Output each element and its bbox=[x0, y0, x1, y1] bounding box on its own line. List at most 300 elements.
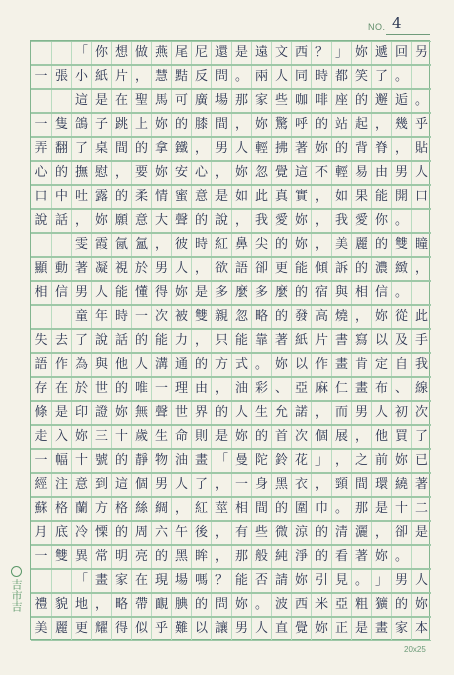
manuscript-cell: 隻 bbox=[51, 114, 71, 136]
manuscript-cell: 忽 bbox=[251, 162, 271, 184]
manuscript-cell: ， bbox=[111, 162, 131, 184]
manuscript-cell: ， bbox=[391, 138, 411, 160]
manuscript-cell: 允 bbox=[271, 402, 291, 424]
manuscript-cell: 妳 bbox=[291, 570, 311, 592]
manuscript-cell: 些 bbox=[271, 90, 291, 112]
manuscript-cell: 笑 bbox=[351, 66, 371, 88]
manuscript-cell: ， bbox=[71, 210, 91, 232]
manuscript-cell: 他 bbox=[111, 354, 131, 376]
manuscript-cell: 衣 bbox=[291, 474, 311, 496]
page-number-underline bbox=[386, 34, 430, 35]
manuscript-cell: 午 bbox=[171, 522, 191, 544]
manuscript-cell: 年 bbox=[91, 306, 111, 328]
manuscript-cell: 男 bbox=[71, 282, 91, 304]
manuscript-cell: 灑 bbox=[351, 522, 371, 544]
manuscript-cell: 書 bbox=[331, 330, 351, 352]
manuscript-cell: 語 bbox=[231, 258, 251, 280]
manuscript-cell: 能 bbox=[151, 330, 171, 352]
manuscript-cell: 月 bbox=[34, 525, 48, 540]
manuscript-cell: 否 bbox=[251, 570, 271, 592]
manuscript-cell: 由 bbox=[371, 162, 391, 184]
manuscript-cell: 那 bbox=[351, 498, 371, 520]
manuscript-cell: ， bbox=[311, 186, 331, 208]
manuscript-cell: 歲 bbox=[131, 426, 151, 448]
manuscript-cell: 妳 bbox=[231, 162, 251, 184]
manuscript-cell: 個 bbox=[311, 426, 331, 448]
manuscript-cell: 霞 bbox=[91, 234, 111, 256]
manuscript-cell: 身 bbox=[251, 474, 271, 496]
manuscript-cell: 問 bbox=[211, 66, 231, 88]
manuscript-cell: 親 bbox=[211, 306, 231, 328]
manuscript-cell: 的 bbox=[391, 594, 411, 616]
manuscript-cell: 子 bbox=[91, 114, 111, 136]
manuscript-cell: 略 bbox=[251, 306, 271, 328]
manuscript-cell: 仁 bbox=[331, 378, 351, 400]
manuscript-cell: 男 bbox=[391, 162, 411, 184]
manuscript-cell: ， bbox=[191, 138, 211, 160]
manuscript-cell: 。 bbox=[391, 282, 411, 304]
manuscript-cell: 由 bbox=[191, 378, 211, 400]
manuscript-cell: 卻 bbox=[391, 522, 411, 544]
manuscript-cell: 。 bbox=[411, 90, 431, 112]
manuscript-cell: ， bbox=[211, 162, 231, 184]
manuscript-cell: 家 bbox=[251, 90, 271, 112]
manuscript-cell: 逅 bbox=[391, 90, 411, 112]
manuscript-cell: 粗 bbox=[351, 594, 371, 616]
manuscript-cell: 去 bbox=[51, 330, 71, 352]
manuscript-cell: 視 bbox=[111, 258, 131, 280]
manuscript-row bbox=[31, 617, 431, 641]
manuscript-cell: 妳 bbox=[371, 306, 391, 328]
manuscript-cell: 綢 bbox=[151, 498, 171, 520]
manuscript-cell: 及 bbox=[391, 330, 411, 352]
manuscript-cell: 貼 bbox=[411, 138, 431, 160]
manuscript-cell: 眸 bbox=[191, 546, 211, 568]
manuscript-cell: 有 bbox=[231, 522, 251, 544]
manuscript-cell: 開 bbox=[391, 186, 411, 208]
manuscript-cell: 是 bbox=[411, 522, 431, 544]
manuscript-cell: 禮 bbox=[34, 597, 48, 612]
manuscript-cell: 場 bbox=[171, 570, 191, 592]
manuscript-cell: 鈴 bbox=[271, 450, 291, 472]
manuscript-cell: 首 bbox=[271, 426, 291, 448]
manuscript-cell bbox=[31, 306, 51, 328]
manuscript-cell: 馬 bbox=[151, 90, 171, 112]
manuscript-cell: 初 bbox=[391, 402, 411, 424]
manuscript-cell: 微 bbox=[271, 522, 291, 544]
manuscript-cell: 妳 bbox=[71, 426, 91, 448]
manuscript-cell: 男 bbox=[211, 138, 231, 160]
manuscript-cell: 是 bbox=[191, 282, 211, 304]
manuscript-cell: 口 bbox=[411, 186, 431, 208]
manuscript-cell: 妳 bbox=[171, 282, 191, 304]
publisher-logo bbox=[10, 566, 32, 616]
manuscript-cell: 環 bbox=[371, 474, 391, 496]
manuscript-cell: 異 bbox=[71, 546, 91, 568]
manuscript-cell: 蘇 bbox=[34, 501, 48, 516]
manuscript-cell: 嗎 bbox=[191, 570, 211, 592]
manuscript-cell: 聲 bbox=[171, 210, 191, 232]
manuscript-cell: 雙 bbox=[191, 306, 211, 328]
manuscript-cell: 口 bbox=[34, 189, 48, 204]
manuscript-cell: 雙 bbox=[391, 234, 411, 256]
manuscript-row bbox=[31, 137, 431, 161]
manuscript-cell: 起 bbox=[351, 114, 371, 136]
manuscript-cell: 遞 bbox=[371, 42, 391, 64]
manuscript-cell: 讓 bbox=[211, 618, 231, 640]
manuscript-cell: 印 bbox=[71, 402, 91, 424]
manuscript-cell: 諾 bbox=[291, 402, 311, 424]
manuscript-cell: ， bbox=[331, 450, 351, 472]
manuscript-cell: 這 bbox=[71, 90, 91, 112]
manuscript-cell: 唯 bbox=[131, 378, 151, 400]
manuscript-cell: 從 bbox=[391, 306, 411, 328]
manuscript-cell: 著 bbox=[291, 138, 311, 160]
manuscript-cell: 我 bbox=[411, 354, 431, 376]
manuscript-cell: 一 bbox=[34, 453, 48, 468]
manuscript-cell: 於 bbox=[71, 378, 91, 400]
manuscript-cell: 。 bbox=[391, 546, 411, 568]
manuscript-row bbox=[31, 209, 431, 233]
manuscript-cell: 買 bbox=[391, 426, 411, 448]
manuscript-cell: 的 bbox=[51, 162, 71, 184]
manuscript-cell: 油 bbox=[231, 378, 251, 400]
manuscript-cell: 能 bbox=[291, 258, 311, 280]
manuscript-cell: 呼 bbox=[291, 114, 311, 136]
manuscript-cell: ， bbox=[371, 114, 391, 136]
manuscript-cell: 見 bbox=[331, 570, 351, 592]
manuscript-cell: 的 bbox=[271, 306, 291, 328]
manuscript-cell: ， bbox=[311, 402, 331, 424]
manuscript-row bbox=[31, 569, 431, 593]
manuscript-cell: 說 bbox=[34, 213, 48, 228]
manuscript-cell: 肯 bbox=[351, 354, 371, 376]
manuscript-cell: ， bbox=[311, 234, 331, 256]
manuscript-cell: 的 bbox=[191, 594, 211, 616]
manuscript-cell: 張 bbox=[51, 66, 71, 88]
manuscript-cell: 這 bbox=[291, 162, 311, 184]
grid-spec-label: 20x25 bbox=[404, 645, 426, 654]
manuscript-cell: 而 bbox=[331, 402, 351, 424]
manuscript-cell: 說 bbox=[91, 330, 111, 352]
manuscript-cell: ？ bbox=[311, 42, 331, 64]
manuscript-cell: 安 bbox=[171, 162, 191, 184]
manuscript-cell: 訴 bbox=[331, 258, 351, 280]
page-number-label: NO. bbox=[368, 22, 386, 32]
manuscript-row bbox=[31, 281, 431, 305]
manuscript-cell: 桌 bbox=[91, 138, 111, 160]
manuscript-cell: 作 bbox=[311, 354, 331, 376]
manuscript-cell: 是 bbox=[351, 618, 371, 640]
manuscript-cell: 失 bbox=[34, 333, 48, 348]
manuscript-cell: 一 bbox=[231, 474, 251, 496]
page-number-value: 4 bbox=[392, 14, 402, 32]
manuscript-cell: 說 bbox=[211, 210, 231, 232]
manuscript-cell: 的 bbox=[371, 234, 391, 256]
manuscript-cell: 一 bbox=[131, 306, 151, 328]
manuscript-cell: 。 bbox=[251, 354, 271, 376]
manuscript-cell: 願 bbox=[111, 210, 131, 232]
manuscript-cell: 美 bbox=[34, 621, 48, 636]
manuscript-cell: 難 bbox=[171, 618, 191, 640]
manuscript-cell: 條 bbox=[34, 405, 48, 420]
manuscript-cell: 鼻 bbox=[231, 234, 251, 256]
manuscript-cell: 底 bbox=[51, 522, 71, 544]
manuscript-cell: 尖 bbox=[251, 234, 271, 256]
manuscript-cell: 著 bbox=[271, 330, 291, 352]
manuscript-cell: 撫 bbox=[71, 162, 91, 184]
manuscript-cell: 多 bbox=[211, 282, 231, 304]
manuscript-cell: 拂 bbox=[271, 138, 291, 160]
manuscript-cell: 高 bbox=[311, 306, 331, 328]
manuscript-cell: 人 bbox=[171, 474, 191, 496]
manuscript-cell: 實 bbox=[291, 186, 311, 208]
manuscript-cell: 存 bbox=[34, 381, 48, 396]
manuscript-cell: 聲 bbox=[151, 402, 171, 424]
manuscript-cell: ， bbox=[211, 522, 231, 544]
manuscript-cell: 站 bbox=[331, 114, 351, 136]
manuscript-cell: 西 bbox=[291, 594, 311, 616]
manuscript-cell: 淨 bbox=[291, 546, 311, 568]
manuscript-cell: 了 bbox=[191, 474, 211, 496]
manuscript-cell: 被 bbox=[171, 306, 191, 328]
manuscript-cell: 的 bbox=[311, 114, 331, 136]
manuscript-cell: 慰 bbox=[91, 162, 111, 184]
manuscript-cell: 於 bbox=[131, 258, 151, 280]
manuscript-cell: 脊 bbox=[371, 138, 391, 160]
manuscript-cell: 男 bbox=[391, 570, 411, 592]
manuscript-cell bbox=[51, 90, 71, 112]
manuscript-cell: 翻 bbox=[51, 138, 71, 160]
manuscript-row bbox=[31, 497, 431, 521]
manuscript-row bbox=[31, 521, 431, 545]
manuscript-cell: 妳 bbox=[291, 234, 311, 256]
manuscript-cell: 真 bbox=[271, 186, 291, 208]
manuscript-cell: 以 bbox=[191, 618, 211, 640]
manuscript-cell: 信 bbox=[371, 282, 391, 304]
manuscript-cell: 乎 bbox=[411, 114, 431, 136]
manuscript-cell: 發 bbox=[291, 306, 311, 328]
manuscript-cell: 這 bbox=[111, 474, 131, 496]
manuscript-cell: 手 bbox=[411, 330, 431, 352]
manuscript-cell: 得 bbox=[151, 282, 171, 304]
manuscript-cell: 幅 bbox=[51, 450, 71, 472]
manuscript-cell: 卻 bbox=[251, 258, 271, 280]
manuscript-cell: 六 bbox=[151, 522, 171, 544]
manuscript-cell: 力 bbox=[171, 330, 191, 352]
manuscript-cell: 後 bbox=[191, 522, 211, 544]
manuscript-cell: 彩 bbox=[251, 378, 271, 400]
manuscript-cell: 頸 bbox=[331, 474, 351, 496]
manuscript-cell: 紅 bbox=[191, 498, 211, 520]
manuscript-cell: 命 bbox=[171, 426, 191, 448]
manuscript-cell: 忽 bbox=[231, 306, 251, 328]
manuscript-cell: 證 bbox=[91, 402, 111, 424]
manuscript-cell: 宿 bbox=[311, 282, 331, 304]
manuscript-cell: 意 bbox=[71, 474, 91, 496]
manuscript-cell: 此 bbox=[411, 306, 431, 328]
manuscript-cell: 片 bbox=[311, 330, 331, 352]
manuscript-cell: 膝 bbox=[191, 114, 211, 136]
manuscript-cell: 意 bbox=[131, 210, 151, 232]
manuscript-cell: 靠 bbox=[251, 330, 271, 352]
manuscript-cell: 絲 bbox=[131, 498, 151, 520]
manuscript-cell: 陀 bbox=[251, 450, 271, 472]
manuscript-cell: 涼 bbox=[291, 522, 311, 544]
manuscript-row bbox=[31, 425, 431, 449]
manuscript-cell: 正 bbox=[331, 618, 351, 640]
manuscript-cell: 動 bbox=[51, 258, 71, 280]
manuscript-cell: 經 bbox=[34, 477, 48, 492]
manuscript-cell: 是 bbox=[371, 498, 391, 520]
manuscript-cell: 顯 bbox=[34, 261, 48, 276]
manuscript-cell: 格 bbox=[51, 498, 71, 520]
manuscript-cell: 跳 bbox=[111, 114, 131, 136]
manuscript-cell: 「 bbox=[71, 570, 91, 592]
manuscript-cell: 無 bbox=[131, 402, 151, 424]
manuscript-cell: 的 bbox=[111, 450, 131, 472]
manuscript-cell: 些 bbox=[251, 522, 271, 544]
manuscript-cell: 耀 bbox=[91, 618, 111, 640]
manuscript-cell: 愛 bbox=[271, 210, 291, 232]
manuscript-cell: 輕 bbox=[331, 162, 351, 184]
manuscript-cell: 家 bbox=[111, 570, 131, 592]
manuscript-cell: 前 bbox=[371, 450, 391, 472]
manuscript-cell: 亮 bbox=[131, 546, 151, 568]
manuscript-cell: 此 bbox=[251, 186, 271, 208]
manuscript-cell: 直 bbox=[271, 618, 291, 640]
manuscript-cell: 雙 bbox=[51, 546, 71, 568]
manuscript-cell: 引 bbox=[311, 570, 331, 592]
manuscript-cell: 愛 bbox=[351, 210, 371, 232]
manuscript-row bbox=[31, 65, 431, 89]
manuscript-row bbox=[31, 161, 431, 185]
manuscript-cell: 咖 bbox=[291, 90, 311, 112]
manuscript-cell: 人 bbox=[371, 402, 391, 424]
manuscript-cell: 黑 bbox=[271, 474, 291, 496]
manuscript-cell: 一 bbox=[151, 378, 171, 400]
manuscript-cell: 你 bbox=[371, 210, 391, 232]
manuscript-cell: 雯 bbox=[71, 234, 91, 256]
manuscript-cell: 」 bbox=[331, 42, 351, 64]
manuscript-cell: 妳 bbox=[251, 114, 271, 136]
manuscript-cell: ， bbox=[311, 474, 331, 496]
manuscript-cell: 濃 bbox=[371, 258, 391, 280]
manuscript-cell: 世 bbox=[91, 378, 111, 400]
manuscript-cell: 界 bbox=[191, 402, 211, 424]
manuscript-cell: 略 bbox=[111, 594, 131, 616]
manuscript-cell: 人 bbox=[411, 162, 431, 184]
manuscript-cell: 的 bbox=[291, 282, 311, 304]
manuscript-cell bbox=[31, 42, 51, 64]
manuscript-cell: 懂 bbox=[131, 282, 151, 304]
manuscript-cell: 妳 bbox=[371, 546, 391, 568]
manuscript-row bbox=[31, 353, 431, 377]
manuscript-cell: ， bbox=[191, 330, 211, 352]
manuscript-cell: 為 bbox=[71, 354, 91, 376]
manuscript-cell: 小 bbox=[71, 66, 91, 88]
manuscript-cell: 弄 bbox=[34, 141, 48, 156]
manuscript-cell: 本 bbox=[411, 618, 431, 640]
manuscript-cell: 他 bbox=[371, 426, 391, 448]
manuscript-cell: 」 bbox=[311, 450, 331, 472]
manuscript-cell bbox=[51, 306, 71, 328]
manuscript-cell: 是 bbox=[211, 186, 231, 208]
manuscript-cell: 妳 bbox=[311, 618, 331, 640]
manuscript-cell: 生 bbox=[151, 426, 171, 448]
manuscript-cell: 的 bbox=[311, 546, 331, 568]
manuscript-cell: 意 bbox=[191, 186, 211, 208]
manuscript-cell: 是 bbox=[51, 402, 71, 424]
manuscript-cell: 時 bbox=[311, 66, 331, 88]
manuscript-cell: 的 bbox=[311, 522, 331, 544]
manuscript-row bbox=[31, 545, 431, 569]
manuscript-cell: 在 bbox=[51, 378, 71, 400]
manuscript-cell: 線 bbox=[411, 378, 431, 400]
manuscript-cell: 男 bbox=[151, 258, 171, 280]
manuscript-cell: 人 bbox=[271, 66, 291, 88]
manuscript-cell: 鐵 bbox=[171, 138, 191, 160]
manuscript-cell: 易 bbox=[351, 162, 371, 184]
manuscript-cell: 了 bbox=[71, 138, 91, 160]
manuscript-cell: 間 bbox=[251, 498, 271, 520]
manuscript-cell: 還 bbox=[211, 42, 231, 64]
manuscript-row bbox=[31, 89, 431, 113]
manuscript-cell: 相 bbox=[231, 498, 251, 520]
manuscript-cell: 般 bbox=[251, 546, 271, 568]
manuscript-cell: 花 bbox=[291, 450, 311, 472]
manuscript-cell: 畫 bbox=[91, 570, 111, 592]
manuscript-cell: 畫 bbox=[331, 354, 351, 376]
manuscript-cell bbox=[411, 282, 431, 304]
manuscript-cell: 的 bbox=[351, 90, 371, 112]
manuscript-cell: ， bbox=[311, 210, 331, 232]
manuscript-cell: 著 bbox=[71, 258, 91, 280]
manuscript-cell: 那 bbox=[231, 90, 251, 112]
manuscript-cell bbox=[31, 570, 51, 592]
manuscript-cell: 輕 bbox=[251, 138, 271, 160]
manuscript-cell: 聖 bbox=[131, 90, 151, 112]
manuscript-cell: 以 bbox=[291, 354, 311, 376]
manuscript-cell bbox=[31, 234, 51, 256]
manuscript-cell: 妳 bbox=[111, 402, 131, 424]
manuscript-cell: 、 bbox=[391, 378, 411, 400]
manuscript-cell: ， bbox=[411, 258, 431, 280]
manuscript-cell: 人 bbox=[231, 138, 251, 160]
manuscript-cell: ， bbox=[91, 594, 111, 616]
manuscript-cell: 的 bbox=[171, 114, 191, 136]
manuscript-cell: 啡 bbox=[311, 90, 331, 112]
manuscript-row bbox=[31, 233, 431, 257]
manuscript-cell: 想 bbox=[111, 42, 131, 64]
manuscript-cell: 腆 bbox=[171, 594, 191, 616]
manuscript-cell: 慧 bbox=[151, 66, 171, 88]
manuscript-cell: 另 bbox=[411, 42, 431, 64]
manuscript-cell: 展 bbox=[331, 426, 351, 448]
manuscript-cell: 妳 bbox=[291, 210, 311, 232]
manuscript-cell: 慄 bbox=[91, 522, 111, 544]
manuscript-cell: 時 bbox=[111, 306, 131, 328]
manuscript-cell: 人 bbox=[131, 354, 151, 376]
manuscript-cell: 座 bbox=[331, 90, 351, 112]
manuscript-cell: 如 bbox=[231, 186, 251, 208]
manuscript-cell: 黑 bbox=[171, 546, 191, 568]
manuscript-cell: 明 bbox=[111, 546, 131, 568]
manuscript-cell: ， bbox=[211, 474, 231, 496]
manuscript-cell: 是 bbox=[231, 42, 251, 64]
manuscript-cell: 黠 bbox=[171, 66, 191, 88]
manuscript-cell: 男 bbox=[231, 618, 251, 640]
